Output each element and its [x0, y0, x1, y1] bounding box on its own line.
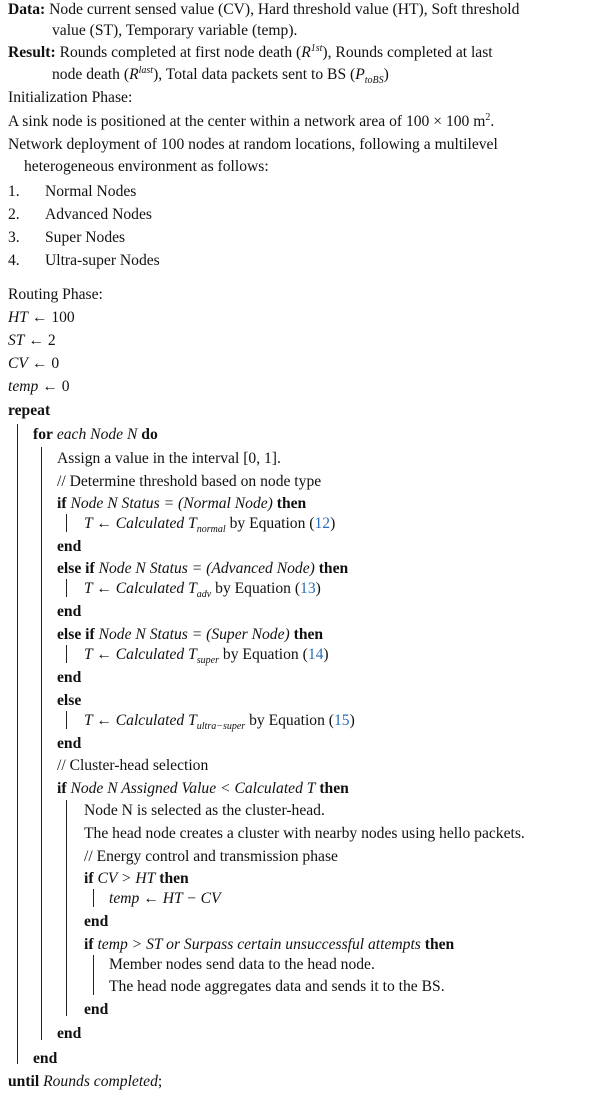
by-equation: by Equation (: [222, 646, 308, 663]
repeat-keyword: repeat: [8, 402, 51, 419]
result-label: Result:: [8, 44, 56, 61]
t-sub-super: super: [196, 655, 220, 667]
result-r2: R: [129, 66, 139, 83]
list-item: [8, 251, 20, 271]
by-equation: by Equation (: [215, 580, 301, 597]
result-r1: R: [301, 44, 311, 61]
op: ←: [27, 309, 52, 326]
t-super-line: [84, 645, 329, 665]
if-cv-line: [84, 869, 189, 889]
list-item: [8, 205, 20, 225]
if-normal-line: [57, 494, 306, 514]
end-keyword: end: [84, 1001, 109, 1018]
init-line-3: heterogeneous environment as follows:: [24, 158, 269, 175]
result-sub: toBS: [364, 75, 384, 87]
result-text-2a: node death (: [52, 66, 130, 83]
if-keyword: if: [84, 936, 94, 953]
if-keyword: if: [57, 780, 67, 797]
t-assign: T ← Calculated T: [84, 712, 197, 729]
init-line-1sup: 2: [485, 111, 491, 123]
list-item-text: Normal Nodes: [45, 183, 137, 200]
cond-temp: temp > ST or Surpass certain unsuccessful attempts: [97, 936, 421, 953]
t-ultra-line: [84, 711, 355, 731]
if-keyword: if: [84, 870, 94, 887]
result-text-1b: ), Rounds completed at last: [322, 44, 493, 61]
list-num: 3.: [8, 229, 20, 246]
t-assign: T ← Calculated T: [84, 580, 197, 597]
assign-value-line: Assign a value in the interval [0, 1].: [57, 450, 281, 467]
list-item-text: Ultra-super Nodes: [45, 252, 160, 269]
t-assign: T ← Calculated T: [84, 515, 197, 532]
else-if-super-line: [57, 625, 323, 645]
end-keyword: end: [57, 538, 82, 555]
init-line-1a: A sink node is positioned at the center within a network area of 100 × 100 m: [8, 113, 486, 130]
var: HT: [8, 309, 28, 326]
result-text-1a: Rounds completed at first node death (: [59, 44, 302, 61]
do-keyword: do: [141, 426, 158, 443]
end-keyword: end: [57, 1025, 82, 1042]
list-num: 1.: [8, 183, 20, 200]
semicolon: ;: [157, 1073, 163, 1090]
for-keyword: for: [33, 426, 53, 443]
assign-st: [8, 331, 56, 351]
ch-line-2: The head node creates a cluster with nearby nodes using hello packets.: [84, 825, 525, 842]
var: temp: [8, 378, 39, 395]
if-temp-line: [84, 935, 454, 955]
result-text-2b: ), Total data packets sent to BS (: [153, 66, 356, 83]
eq-ref-13[interactable]: 13: [300, 580, 316, 597]
var: CV: [8, 355, 28, 372]
t-sub-ultra: ultra−super: [196, 721, 246, 733]
ch-line-1: Node N is selected as the cluster-head.: [84, 802, 325, 819]
else-keyword: else: [57, 692, 82, 709]
repeat-block-bar: [17, 424, 18, 1064]
list-num: 4.: [8, 252, 20, 269]
data-text-2: value (ST), Temporary variable (temp).: [52, 22, 298, 39]
if-super-bar: [66, 645, 67, 663]
end-keyword: end: [57, 669, 82, 686]
result-line: [8, 43, 493, 63]
result-sup1: 1st: [310, 42, 323, 54]
comment-threshold: // Determine threshold based on node type: [57, 473, 322, 490]
if-normal-bar: [66, 514, 67, 532]
init-line-1: [8, 112, 494, 132]
end-keyword: end: [33, 1050, 58, 1067]
else-bar: [66, 711, 67, 729]
by-equation: by Equation (: [229, 515, 315, 532]
then-keyword: then: [293, 626, 324, 643]
cond-ch: Node N Assigned Value < Calculated T: [70, 780, 316, 797]
end-keyword: end: [57, 735, 82, 752]
cond-super: Node N Status = (Super Node): [98, 626, 290, 643]
list-item-text: Advanced Nodes: [45, 206, 152, 223]
cond-cv: CV > HT: [97, 870, 156, 887]
for-block-bar: [41, 447, 42, 1040]
list-num: 2.: [8, 206, 20, 223]
for-condition: each Node N: [56, 426, 138, 443]
t-normal-line: [84, 514, 335, 534]
eq-ref-15[interactable]: 15: [334, 712, 350, 729]
then-keyword: then: [276, 495, 307, 512]
assign-temp: [8, 377, 70, 397]
t-assign: T ← Calculated T: [84, 646, 197, 663]
val: 2: [47, 332, 56, 349]
else-if-keyword: else if: [57, 560, 95, 577]
val: 0: [61, 378, 70, 395]
then-keyword: then: [159, 870, 189, 887]
cond-adv: Node N Status = (Advanced Node): [98, 560, 315, 577]
end-keyword: end: [84, 913, 109, 930]
comment-cluster-head: // Cluster-head selection: [57, 757, 209, 774]
else-if-adv-line: [57, 559, 348, 579]
init-line-1b: .: [490, 113, 495, 130]
op: ←: [24, 332, 48, 349]
op: ←: [38, 378, 62, 395]
if-ch-bar: [66, 800, 67, 1016]
init-line-2: Network deployment of 100 nodes at random locations, following a multilevel: [8, 136, 498, 153]
init-title: Initialization Phase:: [8, 89, 133, 106]
then-keyword: then: [319, 780, 349, 797]
if-temp-bar: [93, 955, 94, 995]
val: 0: [51, 355, 60, 372]
list-item-text: Super Nodes: [45, 229, 126, 246]
t-sub-normal: normal: [196, 524, 226, 536]
result-p: P: [355, 66, 365, 83]
result-line-2: [52, 65, 389, 85]
data-text: Node current sensed value (CV), Hard threshold value (HT), Soft threshold: [49, 1, 520, 18]
assign-cv: [8, 354, 59, 374]
list-item: [8, 182, 20, 202]
until-condition: Rounds completed: [43, 1073, 158, 1090]
result-text-2c: ): [383, 66, 389, 83]
cond-normal: Node N Status = (Normal Node): [70, 495, 273, 512]
send-line-1: Member nodes send data to the head node.: [109, 956, 375, 973]
if-cv-bar: [93, 889, 94, 907]
op: ←: [27, 355, 52, 372]
if-ch-line: [57, 779, 349, 799]
t-adv-line: [84, 579, 321, 599]
else-if-keyword: else if: [57, 626, 95, 643]
close-paren: ): [330, 515, 336, 532]
close-paren: ): [315, 580, 321, 597]
data-label: Data:: [8, 1, 46, 18]
close-paren: ): [349, 712, 355, 729]
by-equation: by Equation (: [249, 712, 334, 729]
t-sub-adv: adv: [196, 589, 212, 601]
end-keyword: end: [57, 603, 82, 620]
routing-title: Routing Phase:: [8, 286, 103, 303]
var: ST: [8, 332, 25, 349]
result-sup2: last: [138, 64, 154, 76]
if-adv-bar: [66, 579, 67, 597]
send-line-2: The head node aggregates data and sends it to the BS.: [109, 978, 445, 995]
val: 100: [51, 309, 75, 326]
until-keyword: until: [8, 1073, 40, 1090]
eq-ref-14[interactable]: 14: [307, 646, 324, 663]
data-line: [8, 0, 519, 20]
for-line: [33, 425, 158, 445]
assign-ht: [8, 308, 75, 328]
close-paren: ): [323, 646, 329, 663]
comment-energy: // Energy control and transmission phase: [84, 848, 338, 865]
if-keyword: if: [57, 495, 67, 512]
list-item: [8, 228, 20, 248]
temp-assign-line: temp ← HT − CV: [109, 890, 221, 907]
eq-ref-12[interactable]: 12: [314, 515, 331, 532]
then-keyword: then: [318, 560, 349, 577]
until-line: [8, 1072, 162, 1092]
then-keyword: then: [424, 936, 455, 953]
data-line-2: [52, 21, 297, 41]
